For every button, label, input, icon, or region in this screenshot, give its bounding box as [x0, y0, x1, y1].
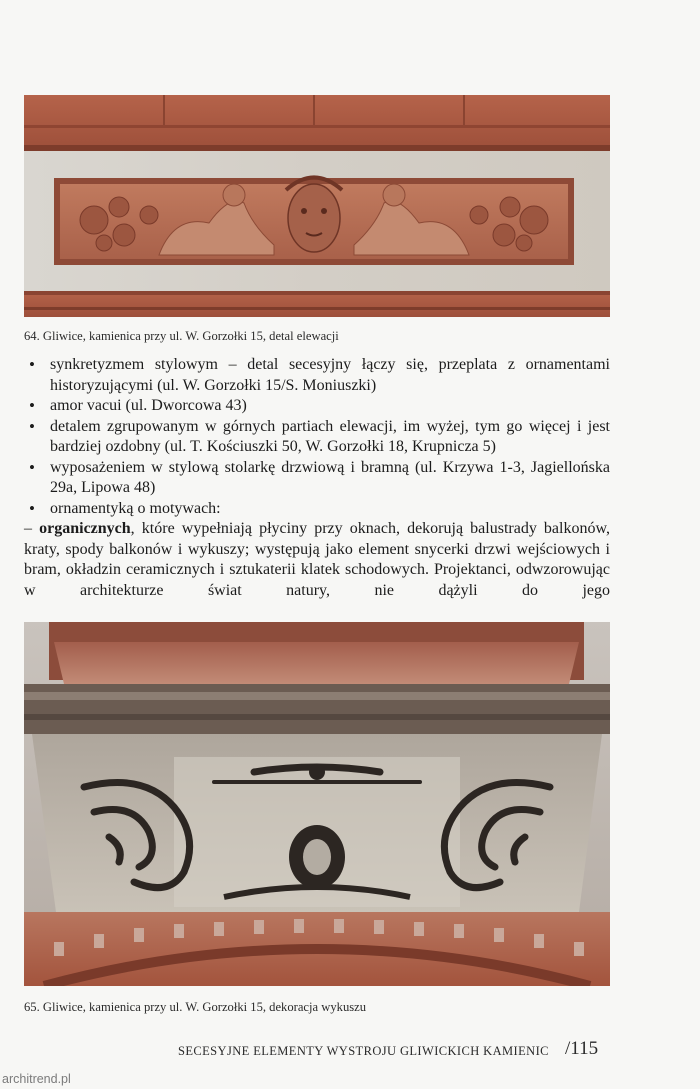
paragraph-dash: – — [24, 520, 40, 537]
body-text — [24, 355, 610, 601]
bay-window-ornament-image — [24, 622, 610, 986]
figure-64-photo — [24, 95, 610, 317]
list-item: • synkretyzmem stylowym – detal secesyjny łączy się, przeplata z ornamentami historyzującymi (ul. W. Gorzołki 15/S. Moniuszki) — [24, 355, 610, 396]
watermark: architrend.pl — [2, 1072, 71, 1086]
feature-list — [24, 355, 610, 519]
paragraph-text: , które wypełniają płyciny przy oknach, dekorują balustrady balkonów, kraty, spody balkonów i wykuszy; występują jako element snycerki drzwi wejściowych i bram, okładzin ceramicznych i sztukaterii klatek schodowych. Projektanci, odwzorowując w architekturze świat natury, nie dążyli do jego — [24, 520, 610, 599]
list-item: • amor vacui (ul. Dworcowa 43) — [24, 396, 610, 417]
figure-64-caption: 64. Gliwice, kamienica przy ul. W. Gorzołki 15, detal elewacji — [24, 329, 339, 343]
facade-relief-image — [24, 95, 610, 317]
running-head: SECESYJNE ELEMENTY WYSTROJU GLIWICKICH KAMIENIC — [178, 1044, 549, 1058]
list-item: • ornamentyką o motywach: — [24, 499, 610, 520]
paragraph-bold-term: organicznych — [39, 520, 131, 537]
list-item: • detalem zgrupowanym w górnych partiach elewacji, im wyżej, tym go więcej i jest bardziej ozdobny (ul. T. Kościuszki 50, W. Gorzołki 18, Krupnicza 5) — [24, 417, 610, 458]
list-item: • wyposażeniem w stylową stolarkę drzwiową i bramną (ul. Krzywa 1-3, Jagiellońska 29a, Lipowa 48) — [24, 458, 610, 499]
paragraph — [24, 519, 610, 601]
page-number: /115 — [565, 1038, 599, 1059]
figure-65-photo — [24, 622, 610, 986]
figure-65-caption: 65. Gliwice, kamienica przy ul. W. Gorzołki 15, dekoracja wykuszu — [24, 1000, 367, 1014]
